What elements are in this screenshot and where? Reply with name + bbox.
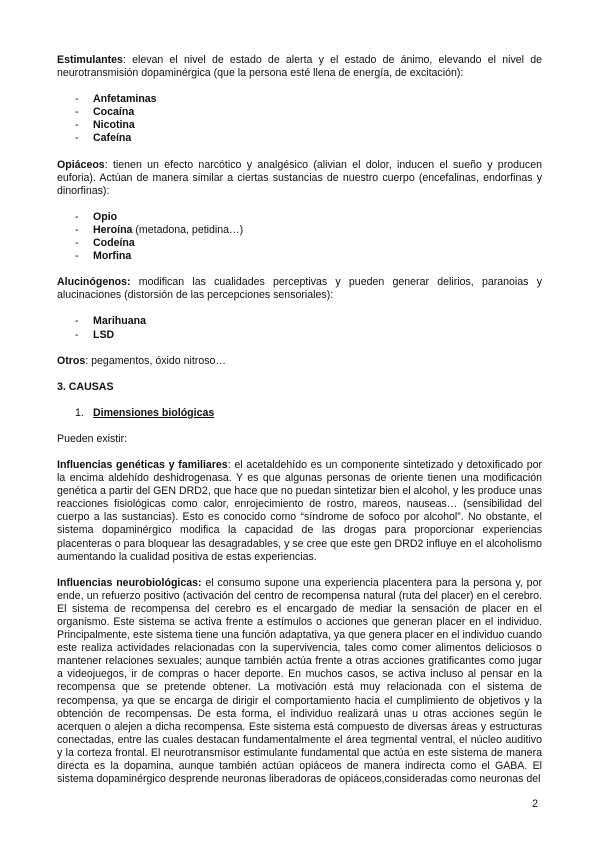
genetic-term: Influencias genéticas y familiares bbox=[57, 458, 228, 471]
list-item: - Anfetaminas bbox=[75, 93, 542, 106]
subsection-number: 1. bbox=[75, 406, 84, 419]
intro-text: Pueden existir: bbox=[57, 432, 128, 445]
neuro-text: el consumo supone una experiencia placentera para la persona y, por ende, un refuerzo positivo (activación del centro de recompensa natural (ruta del placer) en el cerebro. El sistema de recompensa del cerebro es el encargado de mediar la sensación de placer en el organismo. Este sistema se activa frente a estímulos o acciones que generan placer en el individuo. Principalmente, este sistema tiene una función adaptativa, ya que genera placer en el individuo cuando este realiza actividades relacionadas con la supervivencia, tales como comer alimentos deliciosos o mantener relaciones sexuales; aunque también actúa frente a otras acciones gratificantes como jugar a videojuegos, ir de compras o hacer deporte. En muchos casos, se activa incluso al pensar en la recompensa que se pretende obtener. La motivación está muy relacionada con el sistema de recompensa, ya que se encarga de dirigir el comportamiento hacia el cumplimiento de objetivos y la obtención de recompensas. De esta forma, el individuo realizará unas u otras acciones según le acerquen o alejen a dicha recompensa. Este sistema está compuesto de diversas áreas y estructuras conectadas, entre las cuales destacan fundamentalmente el área tegmental ventral, el núcleo auditivo y la corteza frontal. El neurotransmisor estimulante fundamental que actúa en este sistema de manera directa es la dopamina, aunque también actúan opiáceos de manera indirecta como el GABA. El sistema dopaminérgico desprende neuronas liberadoras de opiáceos,consideradas como neuronas del bbox=[57, 576, 542, 786]
subsection-heading bbox=[57, 407, 542, 420]
neuro-paragraph bbox=[57, 577, 542, 787]
document-page bbox=[57, 54, 542, 786]
list-item: - Marihuana bbox=[75, 315, 542, 328]
stimulants-list bbox=[57, 93, 542, 145]
hallucinogens-paragraph bbox=[57, 276, 542, 302]
others-term: Otros bbox=[57, 354, 86, 367]
others-paragraph bbox=[57, 355, 542, 368]
list-item: - Morfina bbox=[75, 250, 542, 263]
list-item: - Heroína (metadona, petidina…) bbox=[75, 224, 542, 237]
stimulants-term: Estimulantes bbox=[57, 54, 123, 66]
neuro-term: Influencias neurobiológicas: bbox=[57, 576, 202, 589]
genetic-text: : el acetaldehído es un componente sintetizado y detoxificado por la encima aldehído deshidrogenasa. Y es que algunas personas de oriente tienen una modificación genética a partir del GEN DRD2, que hace que no puedan sintetizar bien el alcohol, y les produce unas reacciones fisiológicas como calor, enrojecimiento de rostro, mareos, nauseas… (sensibilidad del cuerpo a las sustancias). Esto es conocido como “síndrome de sofoco por alcohol”. No obstante, el sistema dopaminérgico modifica la capacidad de las drogas para proporcionar experiencias placenteras o para bloquear las desagradables, y se cree que este gen DRD2 influye en el alcoholismo aumentando la cualidad positiva de estas experiencias. bbox=[57, 458, 543, 563]
list-item: - Cocaína bbox=[75, 106, 542, 119]
hallucinogens-term: Alucinógenos: bbox=[57, 276, 131, 289]
list-item: - LSD bbox=[75, 329, 542, 342]
hallucinogens-list bbox=[57, 315, 542, 341]
section-heading: 3. CAUSAS bbox=[57, 380, 114, 393]
subsection-label: Dimensiones biológicas bbox=[93, 406, 215, 419]
list-item: - Nicotina bbox=[75, 119, 542, 132]
opiates-paragraph bbox=[57, 159, 542, 198]
opiates-list bbox=[57, 211, 542, 263]
opiates-text: : tienen un efecto narcótico y analgésico (alivian el dolor, inducen el sueño y producen euforia). Actúan de manera similar a ciertas sustancias de nuestro cuerpo (encefalinas, endorfinas y dinorfinas): bbox=[57, 158, 542, 197]
list-item: - Opio bbox=[75, 211, 542, 224]
page-number: 2 bbox=[532, 798, 539, 810]
stimulants-paragraph bbox=[57, 54, 542, 80]
stimulants-text: : elevan el nivel de estado de alerta y el estado de ánimo, elevando el nivel de neurotransmisión dopaminérgica (que la persona esté llena de energía, de excitación): bbox=[57, 54, 542, 80]
hallucinogens-text: modifican las cualidades perceptivas y pueden generar delirios, paranoias y alucinaciones (distorsión de las percepciones sensoriales): bbox=[57, 276, 542, 302]
list-item: - Codeína bbox=[75, 237, 542, 250]
others-text: : pegamentos, óxido nitroso… bbox=[85, 354, 227, 367]
list-item: - Cafeína bbox=[75, 132, 542, 145]
genetic-paragraph bbox=[57, 459, 542, 564]
opiates-term: Opiáceos bbox=[57, 158, 105, 171]
